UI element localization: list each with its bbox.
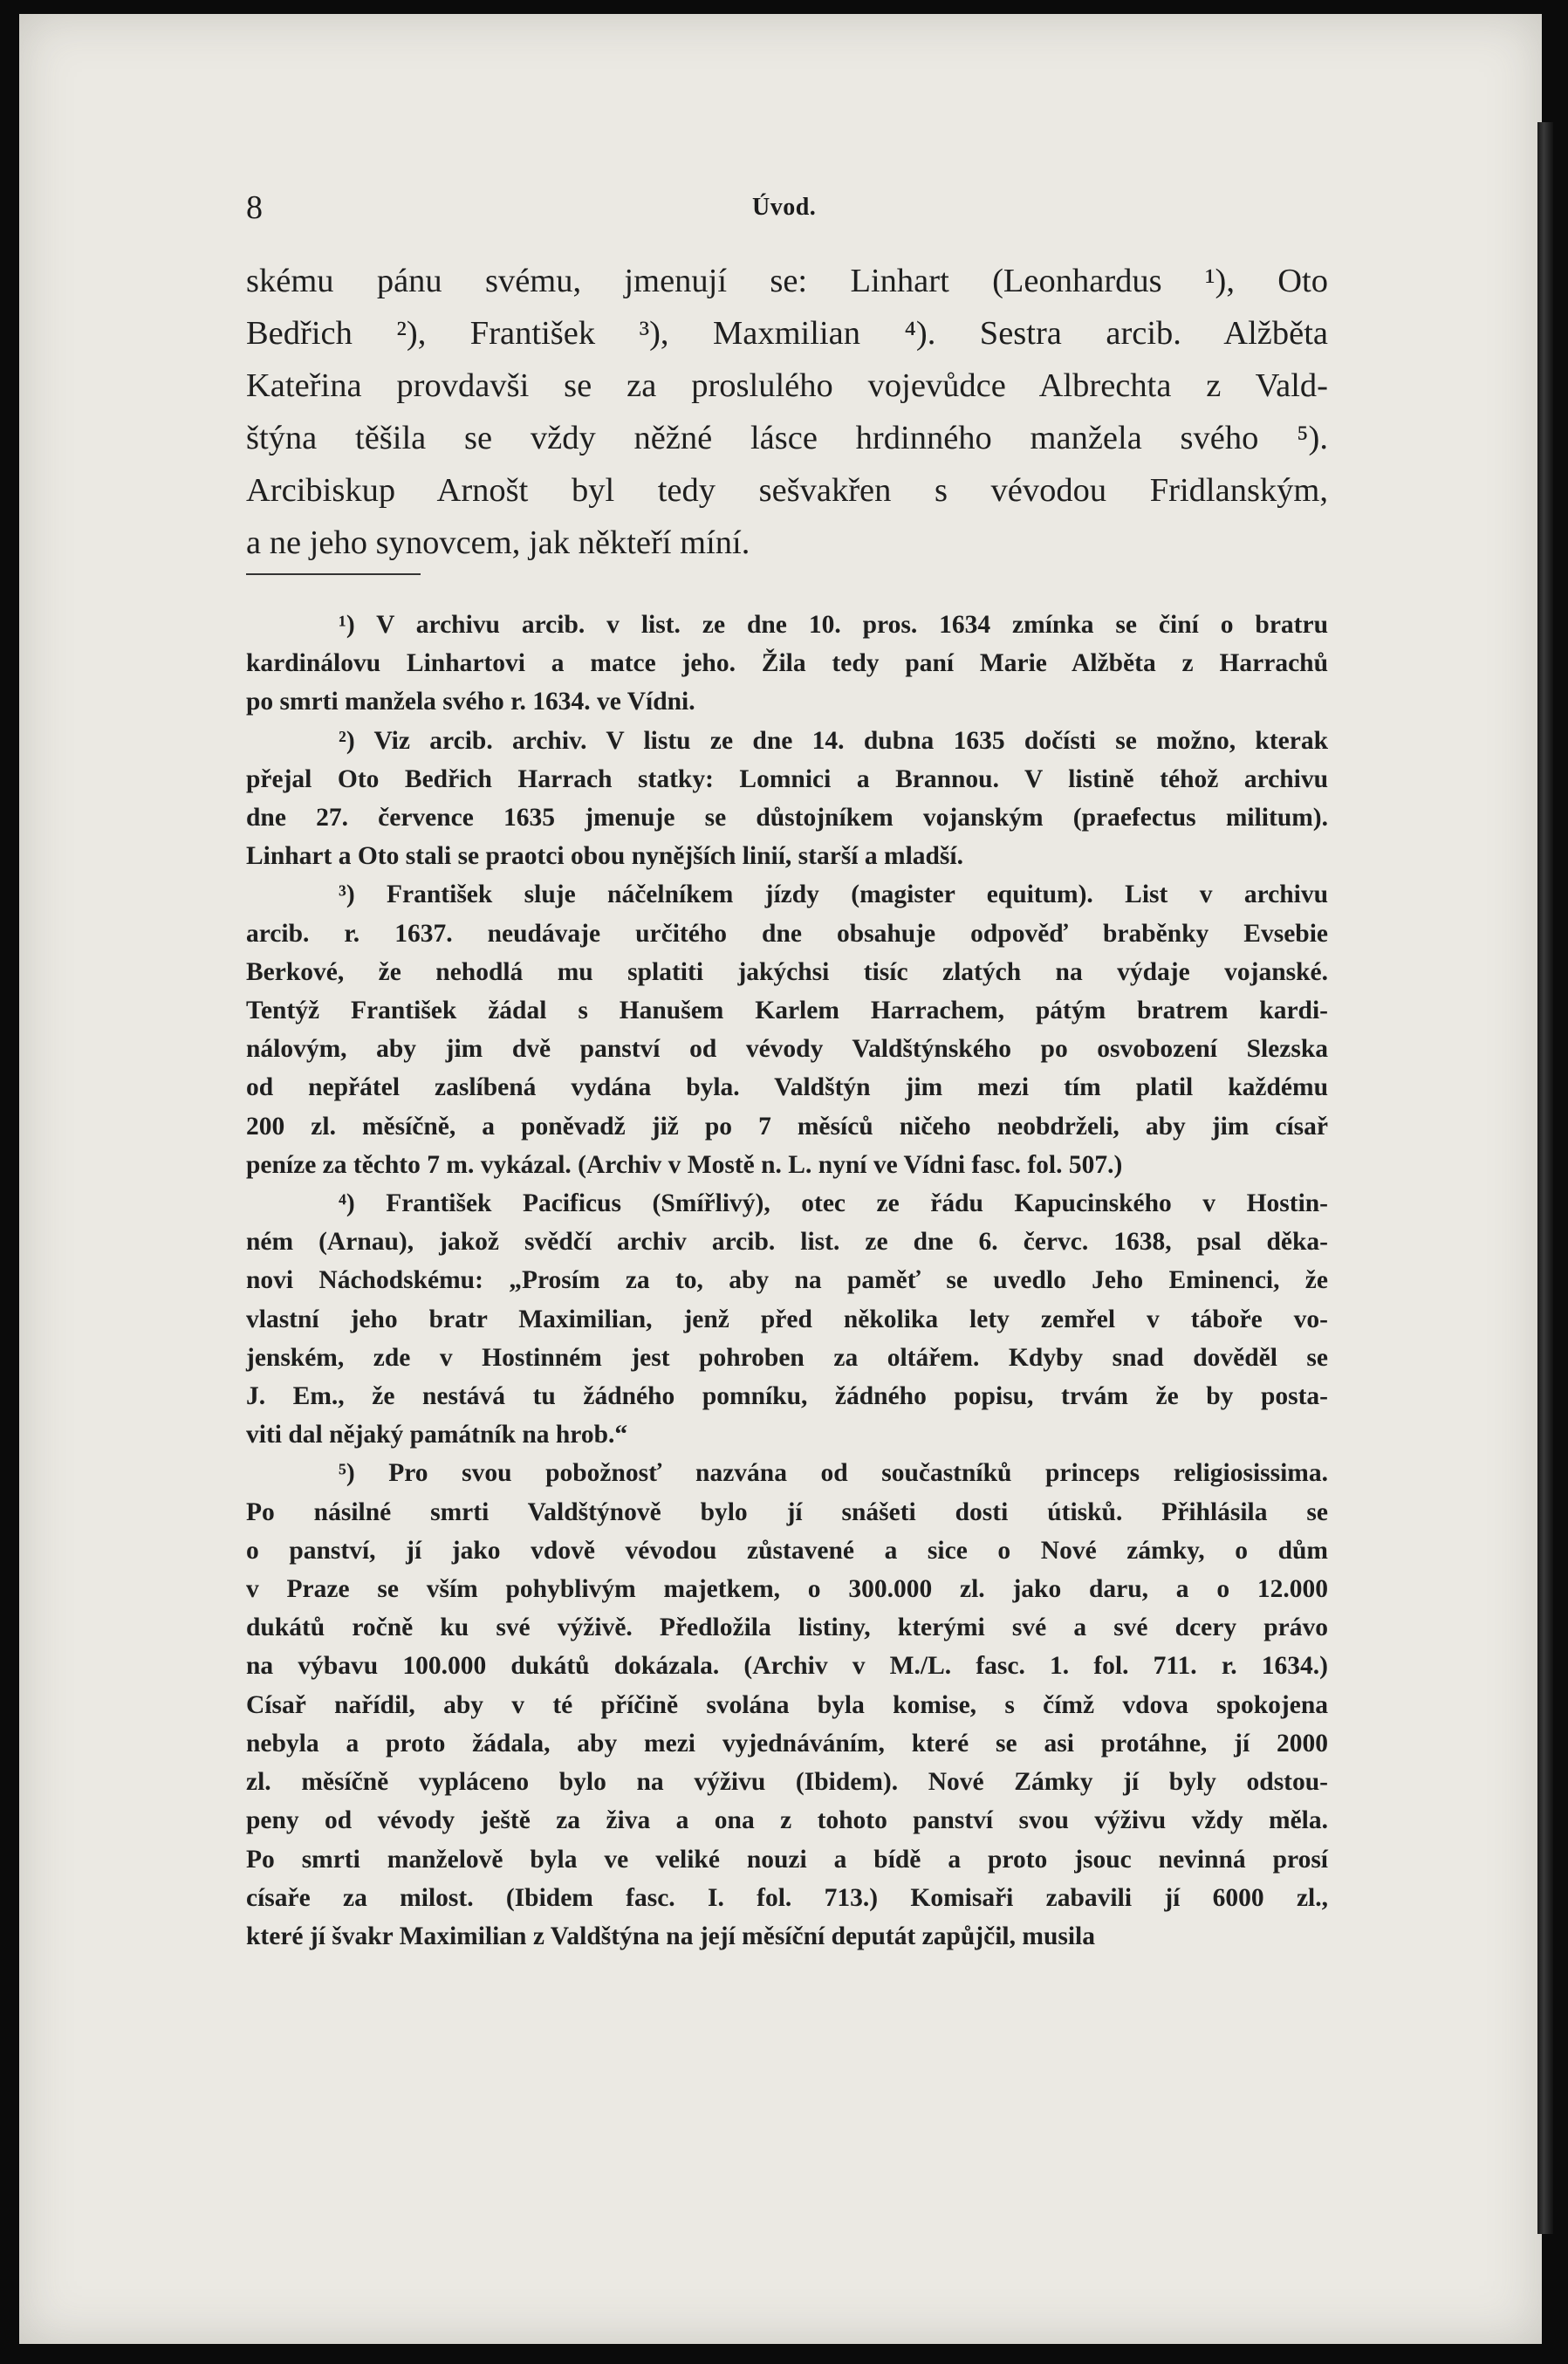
footnote-line: Po násilné smrti Valdštýnově bylo jí snášeti dosti útisků. Přihlásila se: [246, 1497, 1328, 1526]
footnote-line: přejal Oto Bedřich Harrach statky: Lomnici a Brannou. V listině téhož archivu: [246, 764, 1328, 793]
footnote-line: zl. měsíčně vypláceno bylo na výživu (Ibidem). Nové Zámky jí byly odstou-: [246, 1768, 1328, 1797]
footnote-3: [246, 875, 1328, 1184]
footnote-1: [246, 606, 1328, 722]
footnotes: [246, 606, 1328, 1956]
footnote-line: ¹) V archivu arcib. v list. ze dne 10. pros. 1634 zmínka se činí o bratru: [339, 611, 1328, 639]
footnote-line: Berkové, že nehodlá mu splatiti jakýchsi tisíc zlatých na výdaje vojanské.: [246, 957, 1328, 986]
footnote-line: po smrti manžela svého r. 1634. ve Vídni.: [246, 688, 695, 716]
main-paragraph: [246, 255, 1328, 569]
footnote-line: od nepřátel zaslíbená vydána byla. Valdštýn jim mezi tím platil každému: [246, 1073, 1328, 1102]
footnote-line: na výbavu 100.000 dukátů dokázala. (Archiv v M./L. fasc. 1. fol. 711. r. 1634.): [246, 1652, 1328, 1681]
footnote-4: [246, 1184, 1328, 1454]
main-line: skému pánu svému, jmenují se: Linhart (Leonhardus ¹), Oto: [246, 263, 1328, 299]
footnote-line: o panství, jí jako vdově vévodou zůstavené a sice o Nové zámky, o dům: [246, 1536, 1328, 1565]
footnote-line: jenském, zde v Hostinném jest pohroben za oltářem. Kdyby snad dověděl se: [246, 1343, 1328, 1372]
main-line: Bedřich ²), František ³), Maxmilian ⁴). Sestra arcib. Alžběta: [246, 315, 1328, 352]
footnote-line: dne 27. července 1635 jmenuje se důstojníkem vojanským (praefectus militum).: [246, 804, 1328, 833]
footnote-line: nálovým, aby jim dvě panství od vévody Valdštýnského po osvobození Slezska: [246, 1035, 1328, 1064]
footnote-line: v Praze se vším pohyblivým majetkem, o 300.000 zl. jako daru, a o 12.000: [246, 1575, 1328, 1604]
footnote-2: [246, 722, 1328, 876]
footnote-line: ⁴) František Pacificus (Smířlivý), otec ze řádu Kapucinského v Hostin-: [339, 1189, 1328, 1218]
running-head: Úvod.: [752, 194, 817, 221]
page-number: 8: [246, 189, 263, 226]
footnote-line: Linhart a Oto stali se praotci obou nynějších linií, starší a mladší.: [246, 842, 963, 871]
footnote-separator: [246, 573, 421, 575]
footnote-line: ³) František sluje náčelníkem jízdy (magister equitum). List v archivu: [339, 881, 1328, 909]
main-line: Kateřina provdavši se za proslulého vojevůdce Albrechta z Vald-: [246, 367, 1328, 404]
footnote-line: které jí švakr Maximilian z Valdštýna na její měsíční deputát zapůjčil, musila: [246, 1922, 1095, 1950]
footnote-line: vlastní jeho bratr Maximilian, jenž před několika lety zemřel v táboře vo-: [246, 1305, 1328, 1333]
footnote-line: nebyla a proto žádala, aby mezi vyjednáváním, které se asi protáhne, jí 2000: [246, 1729, 1328, 1758]
footnote-line: ⁵) Pro svou pobožnosť nazvána od součastníků princeps religiosissima.: [339, 1459, 1328, 1488]
footnote-line: dukátů ročně ku své výživě. Předložila listiny, kterými své a své dcery právo: [246, 1614, 1328, 1642]
footnote-line: Po smrti manželově byla ve veliké nouzi a bídě a proto jsouc nevinná prosí: [246, 1845, 1328, 1874]
footnote-line: ²) Viz arcib. archiv. V listu ze dne 14. dubna 1635 dočísti se možno, kterak: [339, 726, 1328, 755]
footnote-line: 200 zl. měsíčně, a poněvadž již po 7 měsíců ničeho neobdrželi, aby jim císař: [246, 1112, 1328, 1141]
footnote-line: viti dal nějaký památník na hrob.“: [246, 1421, 628, 1449]
footnote-line: peníze za těchto 7 m. vykázal. (Archiv v Mostě n. L. nyní ve Vídni fasc. fol. 507.): [246, 1150, 1123, 1179]
footnote-line: ném (Arnau), jakož svědčí archiv arcib. list. ze dne 6. červc. 1638, psal děka-: [246, 1228, 1328, 1257]
footnote-line: peny od vévody ještě za živa a ona z tohoto panství svou výživu vždy měla.: [246, 1806, 1328, 1835]
main-line: Arcibiskup Arnošt byl tedy sešvakřen s vévodou Fridlanským,: [246, 472, 1328, 509]
footnote-line: císaře za milost. (Ibidem fasc. I. fol. 713.) Komisaři zabavili jí 6000 zl.,: [246, 1883, 1328, 1912]
footnote-line: J. Em., že nestává tu žádného pomníku, žádného popisu, trvám že by posta-: [246, 1382, 1328, 1411]
footnote-line: kardinálovu Linhartovi a matce jeho. Žila tedy paní Marie Alžběta z Harrachů: [246, 649, 1328, 678]
footnote-5: [246, 1454, 1328, 1956]
footnote-line: Císař nařídil, aby v té příčině svolána byla komise, s čímž vdova spokojena: [246, 1690, 1328, 1719]
main-line: a ne jeho synovcem, jak někteří míní.: [246, 524, 750, 561]
main-line: štýna těšila se vždy něžné lásce hrdinného manžela svého ⁵).: [246, 420, 1328, 456]
book-spine-edge: [1537, 122, 1553, 2234]
page-header: [246, 188, 1328, 226]
footnote-line: Tentýž František žádal s Hanušem Karlem Harrachem, pátým bratrem kardi-: [246, 997, 1328, 1025]
footnote-line: arcib. r. 1637. neudávaje určitého dne obsahuje odpověď braběnky Evsebie: [246, 919, 1328, 948]
footnote-line: novi Náchodskému: „Prosím za to, aby na paměť se uvedlo Jeho Eminenci, že: [246, 1266, 1328, 1295]
